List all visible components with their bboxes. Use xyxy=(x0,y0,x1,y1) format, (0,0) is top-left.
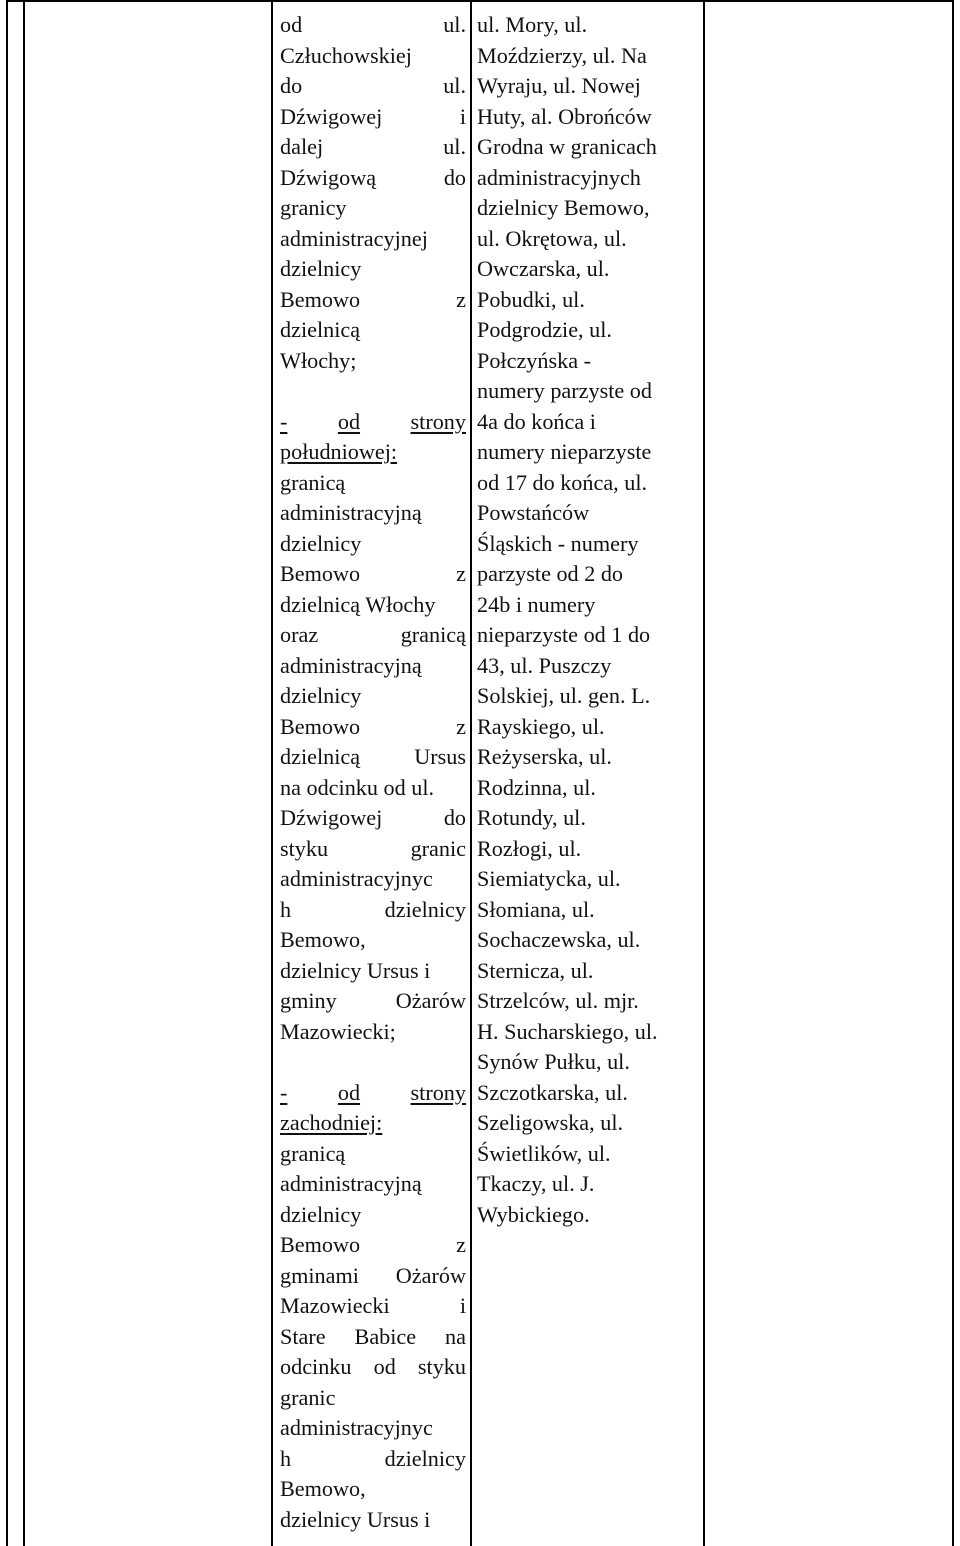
word: Bemowo xyxy=(280,286,361,312)
text-line: Moździerzy, ul. Na xyxy=(477,42,647,68)
text-line xyxy=(280,1322,466,1353)
text-line: 43, ul. Puszczy xyxy=(477,652,612,678)
text-line: Sternicza, ul. xyxy=(477,957,594,983)
text-line: Świetlików, ul. xyxy=(477,1140,611,1166)
word: ul. xyxy=(443,134,466,159)
text-line xyxy=(280,712,466,743)
text-line: Bemowo, xyxy=(280,927,366,952)
text-line xyxy=(280,10,466,41)
word: - xyxy=(280,408,288,434)
word: styku xyxy=(280,835,329,861)
text-line xyxy=(280,986,466,1017)
word: do xyxy=(443,164,466,190)
text-line: Słomiana, ul. xyxy=(477,896,595,922)
text-line: parzyste od 2 do xyxy=(477,561,624,586)
word: Dźwigowej xyxy=(280,805,383,830)
word: Bemowo xyxy=(280,1232,361,1257)
text-line: dzielnicy Bemowo, xyxy=(477,195,650,220)
text-line: Powstańców xyxy=(477,500,590,525)
word: do xyxy=(443,805,466,830)
text-line: dzielnicy xyxy=(280,530,362,556)
text-line xyxy=(280,376,466,407)
column-divider-1 xyxy=(23,0,25,1546)
word: gminami xyxy=(280,1262,359,1288)
text-line: administracyjną xyxy=(280,652,422,678)
word: od xyxy=(373,1354,396,1379)
text-line xyxy=(280,1291,466,1322)
table-border-right xyxy=(952,0,954,1546)
text-line: granicą xyxy=(280,1140,346,1166)
text-line: numery nieparzyste xyxy=(477,439,652,464)
text-line: Rodzinna, ul. xyxy=(477,774,596,800)
boundary-description-cell xyxy=(280,10,466,1535)
word: h xyxy=(280,896,292,922)
column-divider-3 xyxy=(470,0,472,1546)
text-line: Huty, al. Obrońców xyxy=(477,103,652,129)
word: Ursus xyxy=(414,744,466,769)
text-line: dzielnicy xyxy=(280,683,362,708)
text-line xyxy=(280,285,466,316)
word: Ożarów xyxy=(395,988,466,1013)
text-line: południowej: xyxy=(280,439,398,464)
table-border-left xyxy=(6,0,8,1546)
text-line: Mazowiecki; xyxy=(280,1018,396,1044)
text-line xyxy=(280,742,466,773)
text-line: Strzelców, ul. mjr. xyxy=(477,988,639,1013)
word: z xyxy=(456,1232,466,1257)
text-line xyxy=(280,1352,466,1383)
text-line xyxy=(280,407,466,438)
word: Ożarów xyxy=(395,1262,466,1288)
text-line: Sochaczewska, ul. xyxy=(477,927,641,952)
word: Bemowo xyxy=(280,561,361,586)
word: dzielnicy xyxy=(384,1445,466,1471)
text-line xyxy=(280,1047,466,1078)
text-line: Szczotkarska, ul. xyxy=(477,1079,628,1105)
text-line xyxy=(280,834,466,865)
word: granic xyxy=(410,835,466,861)
text-line: dzielnicy xyxy=(280,256,362,281)
text-line: od 17 do końca, ul. xyxy=(477,469,648,495)
word: ul. xyxy=(443,73,466,98)
text-line xyxy=(280,1078,466,1109)
street-list-cell xyxy=(477,10,699,1230)
text-line: numery parzyste od xyxy=(477,378,652,403)
column-divider-4 xyxy=(703,0,705,1546)
word: ul. xyxy=(443,12,466,37)
word: dalej xyxy=(280,134,324,159)
text-line: granic xyxy=(280,1384,336,1410)
word: Mazowiecki xyxy=(280,1293,390,1318)
word: na xyxy=(445,1323,466,1349)
word: dzielnicy xyxy=(384,896,466,922)
text-line: granicą xyxy=(280,469,346,495)
word: od xyxy=(280,12,303,37)
word: oraz xyxy=(280,622,319,647)
word: Dźwigowej xyxy=(280,103,383,129)
text-line: Synów Pułku, ul. xyxy=(477,1049,630,1074)
column-divider-2 xyxy=(271,0,273,1546)
text-line: ul. Okrętowa, ul. xyxy=(477,225,627,251)
text-line: Bemowo, xyxy=(280,1476,366,1501)
text-line: Grodna w granicach xyxy=(477,134,657,159)
word: gminy xyxy=(280,988,337,1013)
text-line: Pobudki, ul. xyxy=(477,286,585,312)
text-line: 4a do końca i xyxy=(477,408,596,434)
text-line: Reżyserska, ul. xyxy=(477,744,612,769)
text-line xyxy=(280,163,466,194)
word: i xyxy=(459,103,466,129)
word: Stare xyxy=(280,1323,326,1349)
text-line xyxy=(280,102,466,133)
text-line xyxy=(280,1230,466,1261)
text-line: Podgrodzie, ul. xyxy=(477,317,612,342)
text-line: Wyraju, ul. Nowej xyxy=(477,73,641,98)
word: Bemowo xyxy=(280,713,361,739)
text-line xyxy=(280,132,466,163)
text-line xyxy=(280,803,466,834)
word: z xyxy=(456,286,466,312)
text-line xyxy=(280,620,466,651)
text-line: na odcinku od ul. xyxy=(280,774,435,800)
word: strony xyxy=(410,408,466,434)
text-line: zachodniej: xyxy=(280,1110,383,1135)
text-line: Siemiatycka, ul. xyxy=(477,866,621,891)
text-line: Solskiej, ul. gen. L. xyxy=(477,683,651,708)
table-top-border xyxy=(6,0,954,2)
text-line: Owczarska, ul. xyxy=(477,256,610,281)
word: granicą xyxy=(400,622,466,647)
text-line: Włochy; xyxy=(280,347,357,373)
word: Dźwigową xyxy=(280,164,377,190)
text-line: administracyjną xyxy=(280,500,422,525)
text-line: Szeligowska, ul. xyxy=(477,1110,624,1135)
word: - xyxy=(280,1079,288,1105)
word: styku xyxy=(417,1354,466,1379)
text-line xyxy=(280,1444,466,1475)
text-line xyxy=(280,1261,466,1292)
text-line: Rotundy, ul. xyxy=(477,805,586,830)
text-line: Rayskiego, ul. xyxy=(477,713,605,739)
word: strony xyxy=(410,1079,466,1105)
text-line: Wybickiego. xyxy=(477,1201,590,1227)
text-line: granicy xyxy=(280,195,347,220)
text-line xyxy=(280,71,466,102)
text-line: Tkaczy, ul. J. xyxy=(477,1171,595,1196)
text-line: dzielnicą Włochy xyxy=(280,591,436,617)
text-line xyxy=(280,895,466,926)
text-line: Śląskich - numery xyxy=(477,530,639,556)
text-line: Rozłogi, ul. xyxy=(477,835,582,861)
text-line: Połczyńska - xyxy=(477,347,591,373)
text-line: administracyjnych xyxy=(477,164,641,190)
text-line: administracyjnej xyxy=(280,225,428,251)
word: do xyxy=(280,73,303,98)
text-line: H. Sucharskiego, ul. xyxy=(477,1018,658,1044)
text-line xyxy=(280,559,466,590)
text-line: dzielnicy Ursus i xyxy=(280,1506,431,1532)
text-line: ul. Mory, ul. xyxy=(477,12,588,37)
word: odcinku xyxy=(280,1354,352,1379)
text-line: Człuchowskiej xyxy=(280,42,412,68)
text-line: dzielnicy Ursus i xyxy=(280,957,431,983)
word: i xyxy=(459,1293,466,1318)
word: z xyxy=(456,561,466,586)
text-line: administracyjnyc xyxy=(280,1415,433,1440)
text-line: nieparzyste od 1 do xyxy=(477,622,651,647)
word: od xyxy=(337,1079,361,1105)
text-line: administracyjnyc xyxy=(280,866,433,891)
text-line: 24b i numery xyxy=(477,591,596,617)
word: Babice xyxy=(354,1323,417,1349)
text-line: dzielnicą xyxy=(280,317,361,342)
text-line: administracyjną xyxy=(280,1171,422,1196)
text-line: dzielnicy xyxy=(280,1201,362,1227)
word: dzielnicą xyxy=(280,744,361,769)
word: od xyxy=(337,408,361,434)
word: h xyxy=(280,1445,292,1471)
word: z xyxy=(456,713,466,739)
